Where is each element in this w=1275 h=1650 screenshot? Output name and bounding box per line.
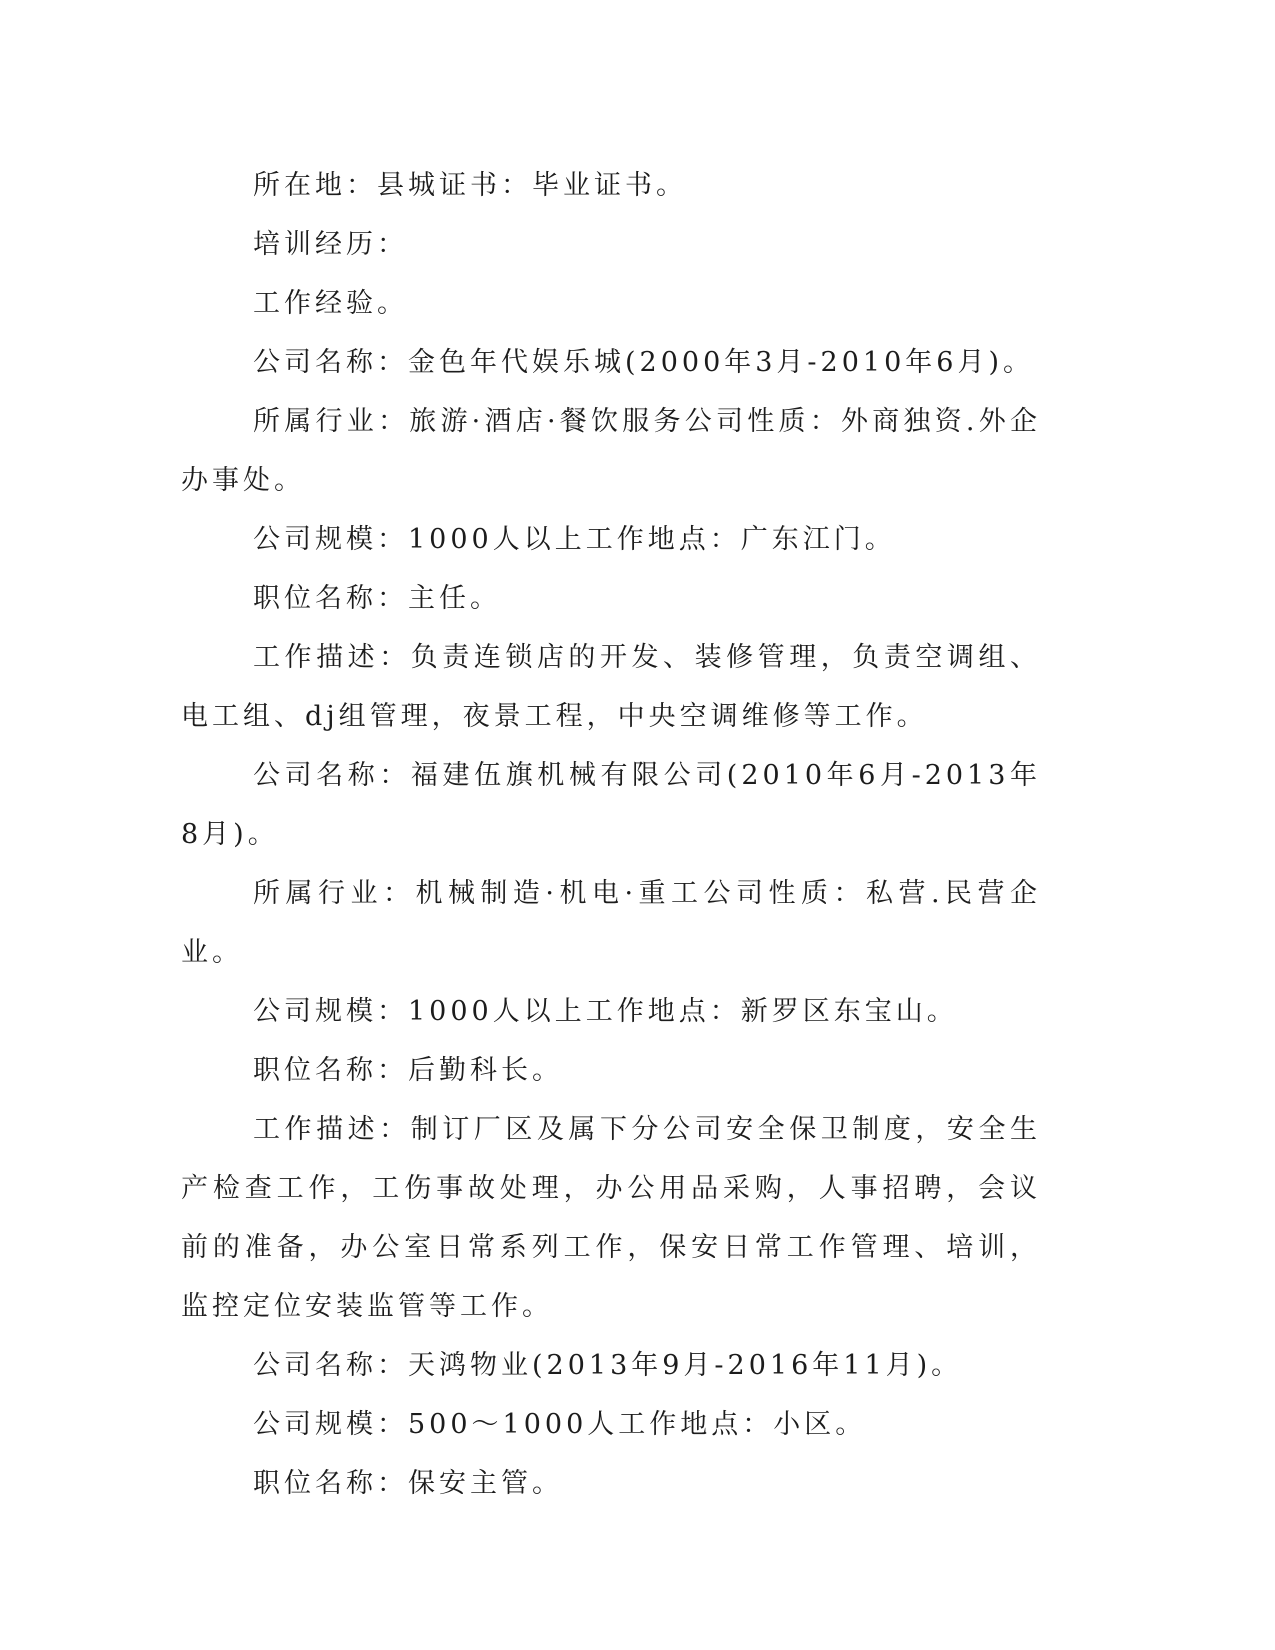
document-body [181, 156, 1041, 1513]
training-history-heading: 培训经历： [253, 229, 408, 260]
company-2-description: 工作描述：制订厂区及属下分公司安全保卫制度，安全生产检查工作，工伤事故处理，办公用品采购，人事招聘，会议前的准备，办公室日常系列工作，保安日常工作管理、培训，监控定位安装监管等工作。 [181, 1114, 1041, 1322]
company-3-scale: 公司规模：500～1000人工作地点：小区。 [253, 1409, 867, 1440]
work-experience-heading: 工作经验。 [253, 288, 408, 319]
company-2-scale: 公司规模：1000人以上工作地点：新罗区东宝山。 [253, 996, 958, 1027]
company-3-position: 职位名称：保安主管。 [253, 1468, 563, 1499]
company-1-industry: 所属行业：旅游·酒店·餐饮服务公司性质：外商独资.外企办事处。 [181, 406, 1041, 496]
company-3-name: 公司名称：天鸿物业(2013年9月-2016年11月)。 [253, 1350, 963, 1381]
company-2-name: 公司名称：福建伍旗机械有限公司(2010年6月-2013年8月)。 [181, 760, 1041, 850]
company-2-position: 职位名称：后勤科长。 [253, 1055, 563, 1086]
company-1-scale: 公司规模：1000人以上工作地点：广东江门。 [253, 524, 896, 555]
company-1-description: 工作描述：负责连锁店的开发、装修管理，负责空调组、电工组、dj组管理，夜景工程，中央空调维修等工作。 [181, 642, 1041, 732]
company-1-position: 职位名称：主任。 [253, 583, 501, 614]
company-2-industry: 所属行业：机械制造·机电·重工公司性质：私营.民营企业。 [181, 878, 1041, 968]
company-1-name: 公司名称：金色年代娱乐城(2000年3月-2010年6月)。 [253, 347, 1034, 378]
location-certificate-line: 所在地：县城证书：毕业证书。 [253, 170, 687, 201]
